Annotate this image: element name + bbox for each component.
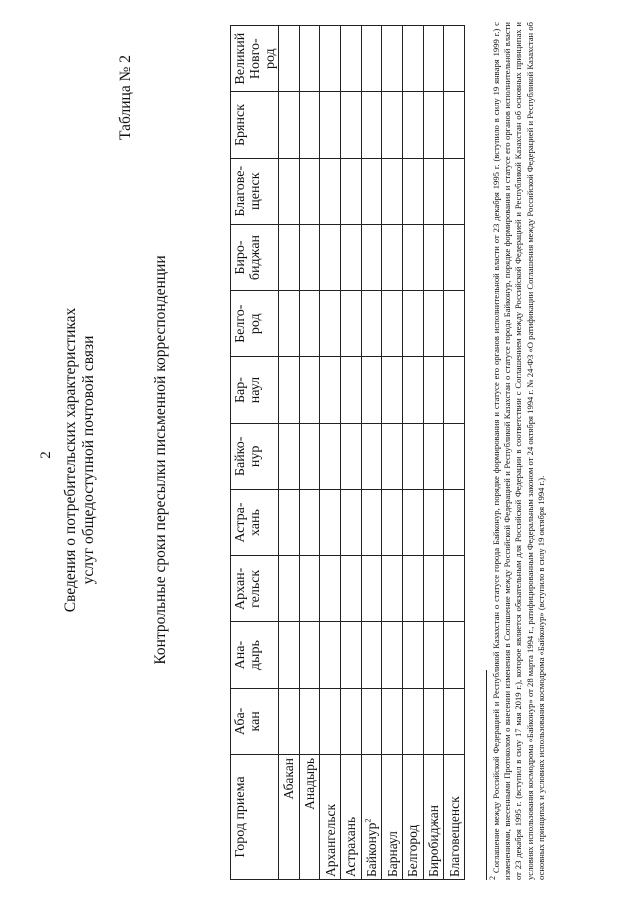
document-heading: [62, 160, 98, 760]
footnote-reference: 2: [363, 818, 373, 823]
table-cell: [402, 622, 423, 688]
row-city-name: Анадырь: [301, 758, 317, 810]
table-cell: [279, 622, 300, 688]
table-cell: [299, 291, 320, 357]
table-cell: [320, 688, 341, 754]
table-cell: [444, 357, 465, 423]
row-city: [279, 755, 300, 880]
table-cell: [444, 423, 465, 489]
table-cell: [340, 688, 361, 754]
row-city: [320, 755, 341, 880]
column-header-line: Великий: [233, 32, 248, 85]
column-header-line: Ана-: [233, 640, 248, 670]
table-cell: [361, 556, 382, 622]
table-header-row: [231, 26, 279, 880]
table-cell: [444, 622, 465, 688]
table-body: [279, 26, 465, 880]
column-header-line: биджан: [248, 234, 263, 281]
table-cell: [423, 622, 444, 688]
table-cell: [299, 556, 320, 622]
table-cell: [423, 556, 444, 622]
table-cell: [382, 688, 403, 754]
column-header: [231, 92, 279, 158]
table-cell: [279, 556, 300, 622]
column-header: [231, 622, 279, 688]
column-header-line: Брянск: [233, 103, 248, 146]
table-cell: [402, 556, 423, 622]
column-header-line: гельск: [248, 569, 263, 608]
table-row: [423, 26, 444, 880]
table-cell: [340, 622, 361, 688]
table-cell: [320, 622, 341, 688]
column-header-line: кан: [248, 711, 263, 732]
table-cell: [402, 423, 423, 489]
column-header-line: Благове-: [233, 165, 248, 217]
table-cell: [423, 92, 444, 158]
table-cell: [382, 92, 403, 158]
table-cell: [299, 92, 320, 158]
table-cell: [279, 26, 300, 92]
table-cell: [382, 291, 403, 357]
table-cell: [423, 224, 444, 290]
table-cell: [361, 158, 382, 224]
row-city: [402, 755, 423, 880]
table-cell: [444, 92, 465, 158]
table-cell: [279, 224, 300, 290]
table-cell: [299, 423, 320, 489]
column-header: [231, 26, 279, 92]
row-city: [299, 755, 320, 880]
column-header: [231, 224, 279, 290]
table-label: Таблица № 2: [117, 55, 134, 140]
table-cell: [361, 622, 382, 688]
table-cell: [444, 291, 465, 357]
table-cell: [402, 291, 423, 357]
table-cell: [299, 158, 320, 224]
table-cell: [361, 489, 382, 555]
column-header-line: наул: [248, 376, 263, 404]
table-cell: [402, 92, 423, 158]
row-city-name: Барнаул: [384, 831, 400, 877]
table-cell: [299, 224, 320, 290]
table-cell: [320, 489, 341, 555]
table-cell: [340, 423, 361, 489]
column-header-line: Новго-: [248, 38, 263, 80]
table-row: [279, 26, 300, 880]
table-cell: [279, 688, 300, 754]
table-cell: [423, 489, 444, 555]
table-cell: [382, 556, 403, 622]
table-cell: [340, 556, 361, 622]
column-header-line: дырь: [248, 640, 263, 671]
column-header-line: щенск: [248, 172, 263, 210]
table-cell: [320, 423, 341, 489]
table-row: [382, 26, 403, 880]
table-cell: [423, 291, 444, 357]
column-header-line: Белго-: [233, 304, 248, 343]
table-cell: [361, 357, 382, 423]
table-cell: [361, 688, 382, 754]
table-cell: [320, 291, 341, 357]
table-cell: [320, 224, 341, 290]
table-cell: [299, 26, 320, 92]
table-row: [299, 26, 320, 880]
table-cell: [382, 158, 403, 224]
table-cell: [279, 357, 300, 423]
column-header-line: род: [248, 313, 263, 335]
column-header-line: Бар-: [233, 377, 248, 403]
column-header: [231, 489, 279, 555]
table-cell: [340, 357, 361, 423]
row-city-name: Абакан: [281, 758, 297, 800]
table-cell: [361, 423, 382, 489]
table-row: [320, 26, 341, 880]
table-cell: [279, 423, 300, 489]
footnote-text: Соглашение между Российской Федерацией и Республикой Казахстан о статусе города Байконур, порядке формирования и статусе его органов исполнительной власти от 23 декабря 1995 г. (вступило в силу 19 января 1999 г.) с изменениями, внесенными Протоколом о внесении изменения в Соглашение между Российской Федерацией и Республикой Казахстан о статусе города Байконур, порядке формирования и статусе его органов исполнительной власти от 23 декабря 1995 г. (вступил в силу 17 мая 2019 г.), которое является обязательным для Российской Федерации в соответствии с Соглашением между Российской Федерацией и Республикой Казахстан об основных принципах и условиях использования космодрома «Байконур» от 28 марта 1994 г., ратифицированным Федеральным законом от 24 октября 1994 г. № 24-ФЗ «О ратификации Соглашения между Российской Федерацией и Республикой Казахстан об основных принципах и условиях использования космодрома «Байконур» (вступило в силу 19 октября 1994 г.).: [491, 22, 546, 880]
table-cell: [340, 224, 361, 290]
row-city-name: Благовещенск: [446, 796, 462, 877]
table-cell: [444, 489, 465, 555]
table-cell: [320, 357, 341, 423]
table-cell: [382, 489, 403, 555]
table-cell: [444, 158, 465, 224]
table-cell: [444, 688, 465, 754]
table-cell: [299, 688, 320, 754]
table-cell: [402, 688, 423, 754]
table-cell: [423, 688, 444, 754]
table-cell: [402, 489, 423, 555]
table-cell: [340, 489, 361, 555]
table-cell: [320, 26, 341, 92]
table-cell: [299, 357, 320, 423]
table-cell: [361, 291, 382, 357]
table-cell: [402, 26, 423, 92]
table-cell: [361, 224, 382, 290]
row-city: [361, 755, 382, 880]
column-header: [231, 423, 279, 489]
table-cell: [279, 291, 300, 357]
table-cell: [382, 224, 403, 290]
row-city-name: Биробиджан: [425, 805, 441, 877]
column-header-line: Аба-: [233, 707, 248, 736]
table-cell: [402, 224, 423, 290]
column-header-line: Биро-: [233, 240, 248, 275]
table-cell: [444, 26, 465, 92]
row-city-name: Архангельск: [322, 803, 338, 877]
row-city: [444, 755, 465, 880]
table-cell: [279, 158, 300, 224]
delivery-time-table: [230, 25, 465, 880]
page-number: 2: [38, 451, 54, 459]
column-header: [231, 291, 279, 357]
table-row: [402, 26, 423, 880]
table-cell: [423, 26, 444, 92]
table-cell: [279, 489, 300, 555]
table-cell: [340, 158, 361, 224]
row-city: [340, 755, 361, 880]
table-cell: [279, 92, 300, 158]
row-city-name: Байконур: [363, 822, 379, 877]
column-header-line: Астра-: [233, 502, 248, 543]
row-city: [423, 755, 444, 880]
table-cell: [320, 158, 341, 224]
row-city: [382, 755, 403, 880]
table-cell: [382, 622, 403, 688]
table-cell: [402, 158, 423, 224]
table-cell: [423, 158, 444, 224]
table-cell: [444, 224, 465, 290]
table-cell: [320, 92, 341, 158]
footnote-marker: 2: [488, 876, 498, 880]
column-header-line: нур: [248, 445, 263, 468]
column-header: [231, 556, 279, 622]
table-cell: [382, 26, 403, 92]
column-header-line: род: [263, 48, 278, 70]
table-cell: [382, 423, 403, 489]
table-cell: [444, 556, 465, 622]
heading-line-1: Сведения о потребительских характеристиках: [62, 307, 79, 613]
row-city-name: Белгород: [405, 824, 421, 877]
column-header: [231, 357, 279, 423]
table-cell: [361, 26, 382, 92]
column-header-line: Архан-: [233, 567, 248, 610]
table-row: [444, 26, 465, 880]
table-row: [340, 26, 361, 880]
footnote: [488, 22, 547, 880]
column-header-line: хань: [248, 509, 263, 537]
heading-line-2: услуг общедоступной почтовой связи: [80, 335, 97, 585]
row-city-name: Астрахань: [343, 816, 359, 877]
column-header: [231, 688, 279, 754]
footnote-separator: [486, 670, 487, 880]
table-cell: [340, 92, 361, 158]
table-row: [361, 26, 382, 880]
table-cell: [320, 556, 341, 622]
table-cell: [423, 423, 444, 489]
table-cell: [382, 357, 403, 423]
table-cell: [361, 92, 382, 158]
table-cell: [340, 26, 361, 92]
column-header: [231, 158, 279, 224]
table-cell: [402, 357, 423, 423]
table-cell: [299, 489, 320, 555]
corner-header: Город приема: [231, 755, 279, 880]
table-cell: [340, 291, 361, 357]
table-cell: [299, 622, 320, 688]
table-cell: [423, 357, 444, 423]
table-subtitle: Контрольные сроки пересылки письменной корреспонденции: [152, 255, 169, 665]
column-header-line: Байко-: [233, 436, 248, 477]
